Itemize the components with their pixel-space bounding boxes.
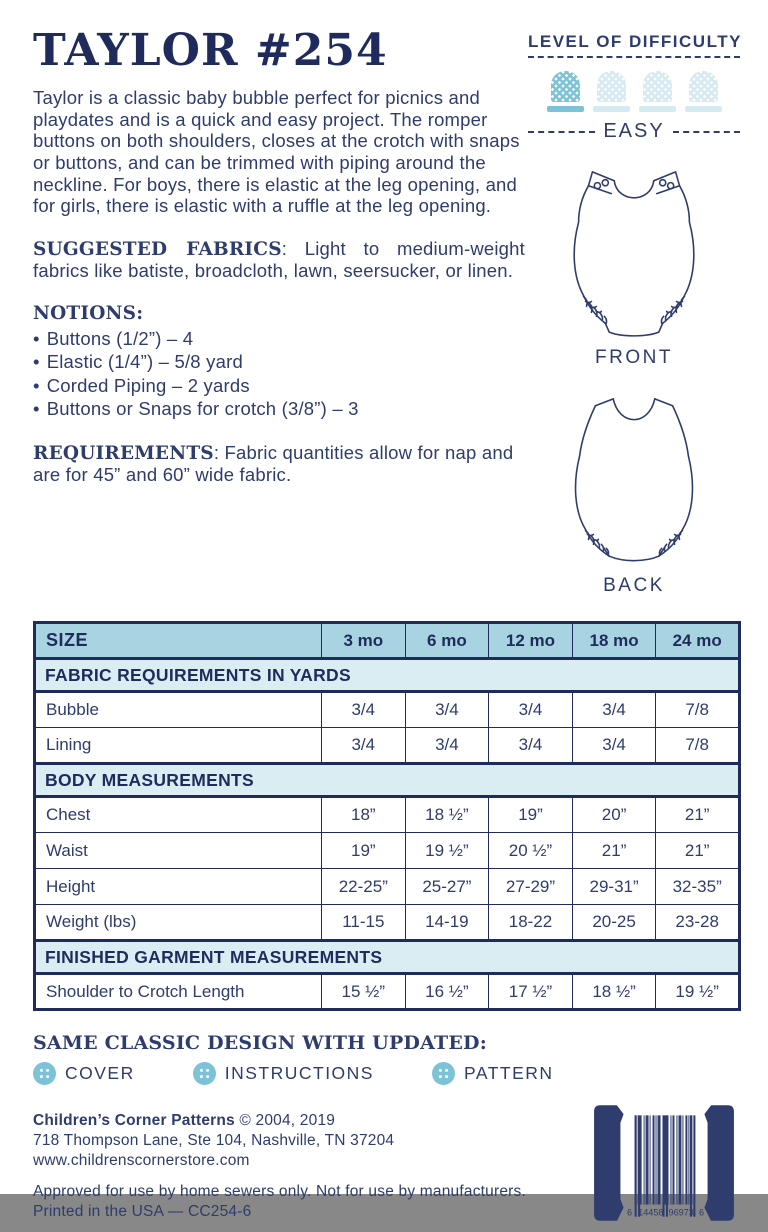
barcode-bars (635, 1115, 696, 1216)
updated-item-instructions: INSTRUCTIONS (193, 1062, 374, 1085)
list-item: • Buttons (1/2”) – 4 (33, 327, 194, 349)
difficulty-level (528, 120, 740, 143)
notions-label: NOTIONS: (33, 302, 144, 324)
column-header: 6 mo (405, 623, 489, 659)
back-illustration (555, 383, 713, 575)
table-cell: 3/4 (322, 692, 406, 728)
table-cell: 11-15 (322, 905, 406, 941)
row-label: Lining (35, 728, 322, 764)
table-row (35, 974, 740, 1010)
table-row (35, 833, 740, 869)
table-row (35, 869, 740, 905)
notions-list (33, 327, 525, 421)
table-cell: 19 ½” (405, 833, 489, 869)
barcode-digit: 6 (627, 1207, 633, 1218)
table-row (35, 692, 740, 728)
section-title: FABRIC REQUIREMENTS IN YARDS (35, 659, 740, 692)
barcode-digit: 96973 (668, 1207, 694, 1218)
table-cell: 18” (322, 797, 406, 833)
table-cell: 25-27” (405, 869, 489, 905)
thimble-icon (547, 71, 584, 112)
updated-item-pattern: PATTERN (432, 1062, 554, 1085)
thimble-icon (685, 71, 722, 112)
spool-flange-right (706, 1106, 733, 1219)
table-cell: 20” (572, 797, 656, 833)
barcode-digit: 6 (698, 1207, 705, 1218)
spool-barcode (588, 1099, 740, 1227)
column-header: 18 mo (572, 623, 656, 659)
row-label: Waist (35, 833, 322, 869)
row-label: Chest (35, 797, 322, 833)
table-cell: 7/8 (656, 692, 740, 728)
table-cell: 19” (322, 833, 406, 869)
table-cell: 18 ½” (572, 974, 656, 1010)
difficulty-heading: LEVEL OF DIFFICULTY (528, 32, 740, 58)
table-cell: 19” (489, 797, 573, 833)
table-cell: 19 ½” (656, 974, 740, 1010)
front-illustration (555, 157, 713, 347)
publisher-website: www.childrenscornerstore.com (33, 1152, 250, 1169)
table-cell: 3/4 (405, 728, 489, 764)
button-icon (193, 1062, 216, 1085)
spool-flange-left (595, 1106, 622, 1219)
page-title: TAYLOR #254 (33, 25, 388, 76)
requirements-label: REQUIREMENTS (33, 442, 214, 464)
table-cell: 21” (656, 797, 740, 833)
publisher-address: 718 Thompson Lane, Ste 104, Nashville, TN 37204 (33, 1132, 395, 1149)
thimble-icon (639, 71, 676, 112)
copyright: © 2004, 2019 (234, 1112, 336, 1129)
updated-heading: SAME CLASSIC DESIGN WITH UPDATED: (33, 1032, 487, 1054)
publisher-line (33, 1111, 553, 1131)
table-cell: 3/4 (405, 692, 489, 728)
table-cell: 3/4 (489, 728, 573, 764)
column-header: SIZE (35, 623, 322, 659)
requirements-paragraph (33, 442, 525, 486)
table-cell: 16 ½” (405, 974, 489, 1010)
size-chart-table (33, 621, 741, 1011)
table-row (35, 797, 740, 833)
printed-text: Printed in the USA — CC254-6 (33, 1203, 252, 1220)
barcode-digit: 14458 (638, 1207, 664, 1218)
table-cell: 3/4 (572, 728, 656, 764)
table-cell: 20 ½” (489, 833, 573, 869)
row-label: Height (35, 869, 322, 905)
front-figure (528, 157, 740, 369)
row-label: Shoulder to Crotch Length (35, 974, 322, 1010)
intro-paragraph: Taylor is a classic baby bubble perfect for picnics and playdates and is a quick and easy project. The romper buttons on both shoulders, closes at the crotch with snaps or buttons, and can be trimmed with piping around the neckline. For boys, there is elastic at the leg opening, and for girls, there is elastic with a ruffle at the leg opening. (33, 87, 520, 217)
section-title: BODY MEASUREMENTS (35, 764, 740, 797)
table-cell: 18-22 (489, 905, 573, 941)
table-cell: 18 ½” (405, 797, 489, 833)
table-cell: 3/4 (322, 728, 406, 764)
table-cell: 17 ½” (489, 974, 573, 1010)
table-cell: 14-19 (405, 905, 489, 941)
list-item: • Corded Piping – 2 yards (33, 374, 250, 396)
approval-text: Approved for use by home sewers only. Not for use by manufacturers. (33, 1183, 526, 1200)
table-cell: 21” (656, 833, 740, 869)
table-row (35, 905, 740, 941)
front-label: FRONT (595, 347, 673, 368)
column-header: 3 mo (322, 623, 406, 659)
footer (33, 1111, 740, 1232)
table-section-row (35, 941, 740, 974)
column-header: 12 mo (489, 623, 573, 659)
table-cell: 21” (572, 833, 656, 869)
button-icon (33, 1062, 56, 1085)
publisher-name: Children’s Corner Patterns (33, 1112, 235, 1129)
updated-section (33, 1032, 740, 1085)
column-header: 24 mo (656, 623, 740, 659)
table-cell: 22-25” (322, 869, 406, 905)
suggested-fabrics-paragraph (33, 238, 525, 282)
table-cell: 15 ½” (322, 974, 406, 1010)
difficulty-level-label: EASY (603, 120, 665, 142)
table-section-row (35, 659, 740, 692)
notions-section (33, 303, 525, 421)
table-cell: 27-29” (489, 869, 573, 905)
table-cell: 7/8 (656, 728, 740, 764)
table-cell: 3/4 (572, 692, 656, 728)
back-label: BACK (603, 575, 665, 596)
section-title: FINISHED GARMENT MEASUREMENTS (35, 941, 740, 974)
table-cell: 3/4 (489, 692, 573, 728)
list-item: • Elastic (1/4”) – 5/8 yard (33, 351, 243, 373)
table-section-row (35, 764, 740, 797)
list-item: • Buttons or Snaps for crotch (3/8”) – 3 (33, 398, 359, 420)
suggested-fabrics-text: : Light to medium-weight fabrics like batiste, broadcloth, lawn, seersucker, or linen. (33, 237, 525, 282)
table-cell: 23-28 (656, 905, 740, 941)
requirements-text: : Fabric quantities allow for nap and are for 45” and 60” wide fabric. (33, 441, 514, 486)
table-cell: 29-31” (572, 869, 656, 905)
row-label: Bubble (35, 692, 322, 728)
updated-item-cover: COVER (33, 1062, 135, 1085)
thimble-icon (593, 71, 630, 112)
table-header-row (35, 623, 740, 659)
button-icon (432, 1062, 455, 1085)
difficulty-rating (528, 71, 740, 112)
barcode (588, 1099, 740, 1232)
table-cell: 20-25 (572, 905, 656, 941)
table-cell: 32-35” (656, 869, 740, 905)
row-label: Weight (lbs) (35, 905, 322, 941)
suggested-fabrics-label: SUGGESTED FABRICS (33, 238, 282, 260)
table-row (35, 728, 740, 764)
back-figure (528, 383, 740, 597)
